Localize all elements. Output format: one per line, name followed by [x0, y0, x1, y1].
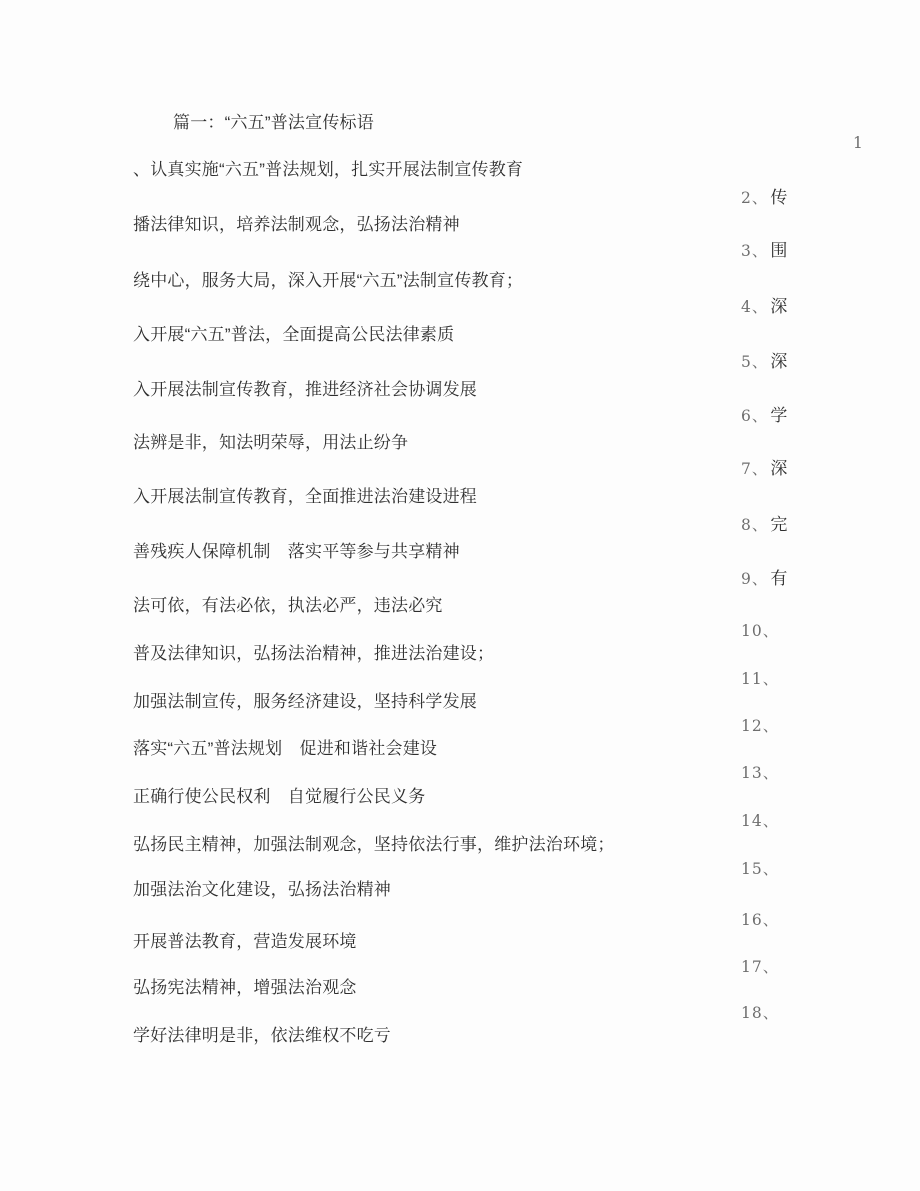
slogan-line: 开展普法教育，营造发展环境 — [133, 932, 357, 951]
item-first-char: 围 — [770, 241, 788, 260]
item-number: 6、 — [741, 407, 769, 425]
item-number-marker — [741, 297, 787, 318]
item-number-marker — [741, 859, 779, 880]
slogan-line: 正确行使公民权利 自觉履行公民义务 — [133, 787, 426, 806]
item-number-marker — [741, 241, 787, 262]
item-number: 9、 — [741, 570, 769, 588]
item-number: 16、 — [741, 911, 780, 929]
slogan-line: 普及法律知识，弘扬法治精神，推进法治建设； — [133, 644, 495, 663]
item-number-marker — [741, 763, 779, 784]
slogan-line: 入开展法制宣传教育，推进经济社会协调发展 — [133, 380, 477, 399]
item-number-marker — [741, 352, 787, 373]
item-number-marker — [853, 133, 864, 154]
slogan-line: 落实“六五”普法规划 促进和谐社会建设 — [133, 739, 438, 758]
item-number-marker — [741, 459, 787, 480]
item-number-marker — [741, 406, 787, 427]
slogan-line: 法辨是非，知法明荣辱，用法止纷争 — [133, 433, 409, 452]
page-title: 篇一：“六五”普法宣传标语 — [173, 113, 374, 132]
item-number: 13、 — [741, 764, 780, 782]
item-number: 12、 — [741, 717, 780, 735]
slogan-line: 加强法治文化建设，弘扬法治精神 — [133, 880, 391, 899]
item-first-char: 深 — [770, 297, 788, 316]
item-number: 11、 — [741, 670, 780, 688]
item-first-char: 完 — [770, 515, 788, 534]
item-number: 17、 — [741, 958, 780, 976]
item-number: 14、 — [741, 812, 780, 830]
slogan-line: 、认真实施“六五”普法规划，扎实开展法制宣传教育 — [133, 160, 524, 179]
item-number: 18、 — [741, 1004, 780, 1022]
item-number-marker — [741, 957, 779, 978]
item-number: 15、 — [741, 860, 780, 878]
item-number: 7、 — [741, 460, 769, 478]
slogan-line: 绕中心，服务大局，深入开展“六五”法制宣传教育； — [133, 271, 524, 290]
item-first-char: 深 — [770, 352, 788, 371]
slogan-line: 善残疾人保障机制 落实平等参与共享精神 — [133, 542, 460, 561]
slogan-line: 播法律知识，培养法制观念，弘扬法治精神 — [133, 215, 460, 234]
item-number: 5、 — [741, 353, 769, 371]
item-number-marker — [741, 669, 779, 690]
item-number: 4、 — [741, 298, 769, 316]
item-number-marker — [741, 716, 779, 737]
slogan-line: 弘扬民主精神，加强法制观念，坚持依法行事，维护法治环境； — [133, 835, 615, 854]
item-number: 1 — [853, 134, 864, 152]
item-number: 10、 — [741, 622, 780, 640]
item-first-char: 深 — [770, 459, 788, 478]
slogan-line: 入开展“六五”普法，全面提高公民法律素质 — [133, 325, 455, 344]
slogan-line: 加强法制宣传，服务经济建设，坚持科学发展 — [133, 692, 477, 711]
item-number: 2、 — [741, 189, 769, 207]
slogan-line: 弘扬宪法精神，增强法治观念 — [133, 978, 357, 997]
item-number-marker — [741, 621, 779, 642]
item-first-char: 有 — [770, 569, 788, 588]
item-first-char: 传 — [770, 188, 788, 207]
item-first-char: 学 — [770, 406, 788, 425]
item-number: 3、 — [741, 242, 769, 260]
item-number-marker — [741, 910, 779, 931]
item-number-marker — [741, 811, 779, 832]
item-number-marker — [741, 515, 787, 536]
item-number-marker — [741, 1003, 779, 1024]
item-number-marker — [741, 188, 787, 209]
slogan-line: 法可依，有法必依，执法必严，违法必究 — [133, 596, 443, 615]
slogan-line: 学好法律明是非，依法维权不吃亏 — [133, 1026, 391, 1045]
slogan-line: 入开展法制宣传教育，全面推进法治建设进程 — [133, 487, 477, 506]
item-number-marker — [741, 569, 787, 590]
item-number: 8、 — [741, 516, 769, 534]
